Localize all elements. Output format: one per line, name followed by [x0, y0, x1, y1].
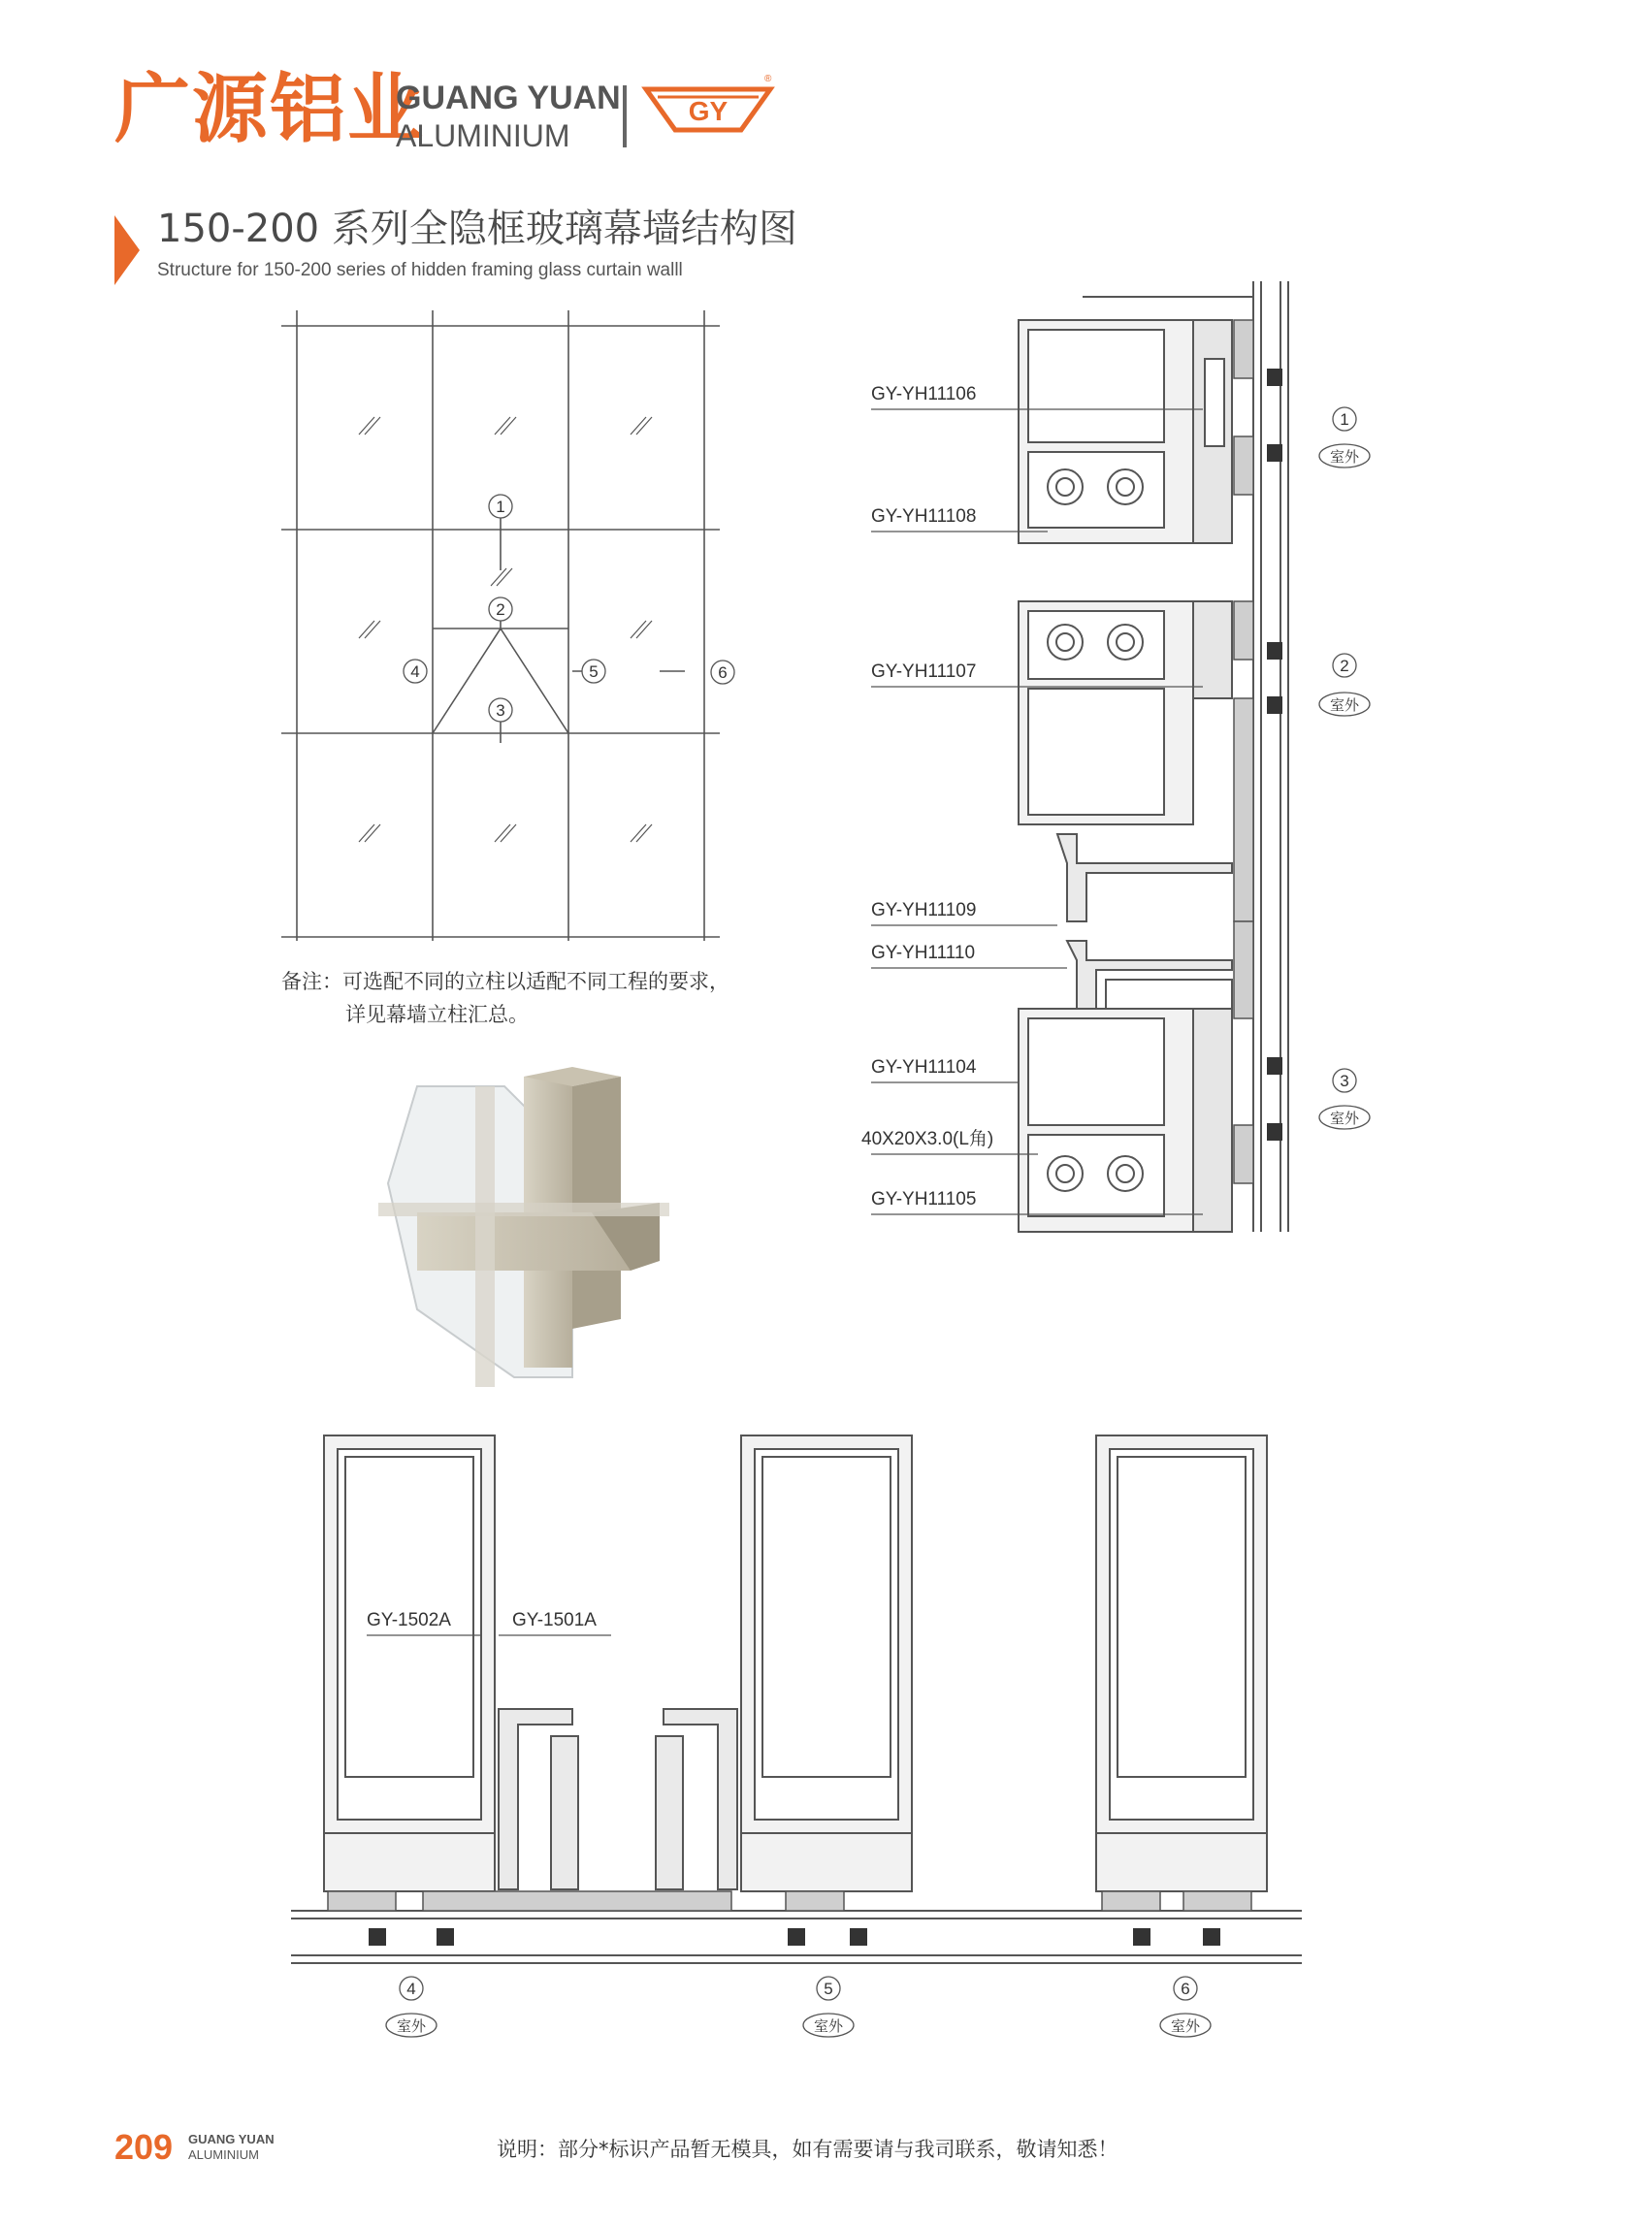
hsection-marker-4: 4 [406, 1980, 416, 1998]
vsection-outdoor-3: 室外 [1329, 1111, 1360, 1127]
elevation-diagram [281, 310, 728, 951]
title-marker-icon [114, 215, 140, 285]
elevation-marker-6-circle [708, 658, 737, 687]
elevation-marker-5: 5 [589, 662, 599, 681]
brand-name-cn: 广源铝业 [114, 66, 426, 153]
label-gy-yh11108: GY-YH11108 [871, 506, 977, 527]
vsection-marker-1: 1 [1340, 410, 1349, 429]
vsection-marker-3: 3 [1340, 1072, 1349, 1090]
vsection-outdoor-2: 室外 [1329, 697, 1360, 714]
vertical-section-diagram [854, 281, 1377, 1241]
horizontal-section-diagram [281, 1416, 1329, 2056]
elevation-marker-1: 1 [496, 498, 505, 516]
label-gy-yh11110: GY-YH11110 [871, 943, 976, 963]
label-gy-yh11104: GY-YH11104 [871, 1057, 977, 1078]
note-line-1: 备注：可选配不同的立柱以适配不同工程的要求， [281, 970, 729, 993]
label-gy-1502a: GY-1502A [367, 1610, 451, 1630]
brand-logo [640, 70, 776, 147]
label-gy-yh11107: GY-YH11107 [871, 661, 977, 682]
label-gy-yh11106: GY-YH11106 [871, 384, 977, 404]
footer-note: 说明：部分*标识产品暂无模具，如有需要请与我司联系，敬请知悉！ [497, 2138, 1118, 2161]
footer-brand-line2: ALUMINIUM [188, 2147, 259, 2162]
hsection-outdoor-5: 室外 [813, 2018, 844, 2035]
brand-name-en-line2: ALUMINIUM [396, 118, 570, 153]
label-gy-yh11109: GY-YH11109 [871, 900, 977, 920]
header-divider [623, 85, 627, 147]
elevation-marker-3: 3 [496, 701, 505, 720]
elevation-marker-2: 2 [496, 600, 505, 619]
curtain-wall-3d-render [378, 1067, 679, 1397]
label-gy-1501a: GY-1501A [512, 1610, 597, 1630]
page-subtitle: Structure for 150-200 series of hidden framing glass curtain walll [157, 260, 683, 280]
footer-brand-line1: GUANG YUAN [188, 2132, 275, 2146]
label-gy-yh11105: GY-YH11105 [871, 1189, 977, 1209]
registered-mark: ® [764, 74, 772, 84]
vsection-outdoor-1: 室外 [1329, 449, 1360, 466]
label-l-angle: 40X20X3.0(L角) [861, 1129, 994, 1149]
page-number: 209 [114, 2127, 174, 2167]
logo-text: GY [688, 96, 729, 126]
hsection-marker-6: 6 [1181, 1980, 1190, 1998]
hsection-outdoor-6: 室外 [1170, 2018, 1201, 2035]
note-line-2: 详见幕墙立柱汇总。 [345, 1003, 529, 1026]
brand-name-en-line1: GUANG YUAN [396, 80, 621, 116]
vsection-marker-2: 2 [1340, 657, 1349, 675]
page-title: 150-200 系列全隐框玻璃幕墙结构图 [157, 207, 797, 251]
hsection-marker-5: 5 [824, 1980, 833, 1998]
elevation-marker-6: 6 [718, 663, 728, 682]
elevation-marker-4: 4 [410, 662, 420, 681]
hsection-outdoor-4: 室外 [396, 2018, 427, 2035]
